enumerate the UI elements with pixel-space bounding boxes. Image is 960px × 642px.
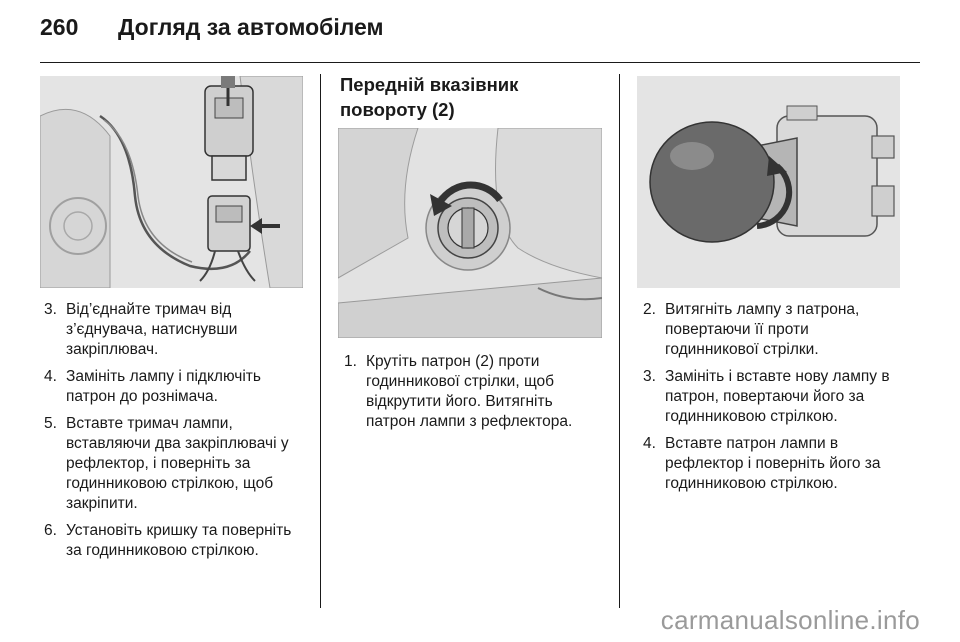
step-text: Вставте патрон лампи в рефлектор і поверніть його за годинниковою стрілкою. [665, 435, 881, 492]
step-item [44, 367, 306, 407]
step-number: 6. [44, 522, 57, 539]
step-item [643, 300, 905, 360]
page-header [40, 14, 384, 54]
middle-steps-list [344, 352, 602, 439]
step-item [344, 352, 602, 432]
page-title: Догляд за автомобілем [118, 14, 384, 40]
header-rule [40, 62, 920, 63]
step-text: Крутіть патрон (2) проти годинникової стрілки, щоб відкрутити його. Витягніть патрон лампи з рефлектора. [366, 353, 573, 430]
bulb-removal-illustration [637, 76, 900, 288]
page-number: 260 [40, 14, 79, 40]
watermark-link[interactable]: carmanualsonline.info [660, 605, 920, 635]
step-item [44, 521, 306, 561]
step-item [44, 300, 306, 360]
step-text: Від’єднайте тримач від з’єднувача, натиснувши закріплювач. [66, 301, 238, 358]
step-text: Вставте тримач лампи, вставляючи два закріплювачі у рефлектор, і поверніть за годинниковою стрілкою, щоб закріпити. [66, 415, 289, 512]
step-text: Замініть і вставте нову лампу в патрон, повертаючи його за годинниковою стрілкою. [665, 368, 890, 425]
step-item [643, 367, 905, 427]
column-divider-left [320, 74, 321, 608]
section-title: Передній вказівник повороту (2) [340, 74, 519, 120]
step-number: 4. [643, 435, 656, 452]
column-divider-right [619, 74, 620, 608]
step-item [643, 434, 905, 494]
right-steps-list [643, 300, 905, 501]
left-steps-list [44, 300, 306, 568]
step-number: 3. [643, 368, 656, 385]
bulb-holder-illustration [40, 76, 303, 288]
step-number: 2. [643, 301, 656, 318]
step-text: Установіть кришку та поверніть за годинниковою стрілкою. [66, 522, 292, 559]
step-number: 4. [44, 368, 57, 385]
step-number: 5. [44, 415, 57, 432]
step-item [44, 414, 306, 514]
step-text: Витягніть лампу з патрона, повертаючи її проти годинникової стрілки. [665, 301, 860, 358]
step-text: Замініть лампу і підключіть патрон до рознімача. [66, 368, 261, 405]
step-number: 1. [344, 353, 357, 370]
step-number: 3. [44, 301, 57, 318]
turn-signal-socket-illustration [338, 128, 602, 338]
